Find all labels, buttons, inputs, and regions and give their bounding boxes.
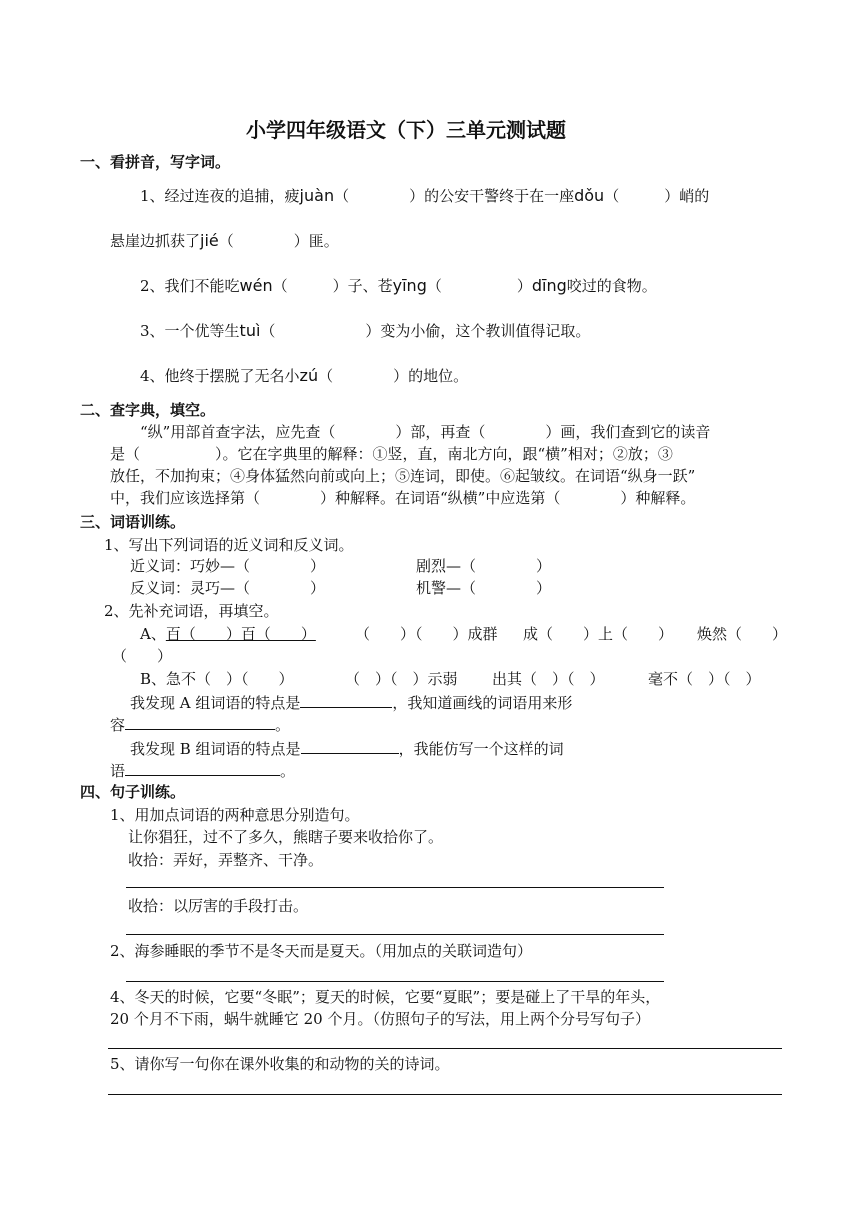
s2-line-2: 是（ ）。它在字典里的解释：①竖，直，南北方向，跟“横”相对；②放；③ (110, 445, 673, 463)
s3-find-a-line-1 (130, 691, 572, 713)
s1-q4-text-b: （ ）的地位。 (318, 367, 469, 385)
s4-q4-answer-line[interactable] (108, 1048, 782, 1049)
s3-group-b-3: 出其（ ）（ ） (492, 670, 605, 688)
s1-question-1-line-1 (140, 186, 709, 206)
s4-q1-answer-line-2[interactable] (126, 934, 664, 935)
s4-q1-answer-line-1[interactable] (126, 887, 664, 888)
s1-question-4 (140, 366, 468, 386)
s3-group-b-4: 毫不（ ）（ ） (648, 670, 761, 688)
s3-antonym-a: 反义词：灵巧—（ ） (130, 579, 326, 597)
s3-group-a-1 (140, 624, 316, 644)
s1-q3-text-a: 3、一个优等生 (140, 322, 240, 340)
s3-find-b-line-2 (110, 759, 295, 781)
s1-q4-pinyin-1: zú (299, 366, 319, 385)
s3-synonym-a: 近义词：巧妙—（ ） (130, 557, 326, 575)
s1-q1-pinyin-1: juàn (299, 186, 335, 205)
s1-q2-text-b: （ ）子、苍 (272, 277, 393, 295)
section-4-heading: 四、句子训练。 (80, 783, 186, 801)
s3-group-a-prefix: A、 (140, 625, 166, 643)
s1-q1-text-a: 1、经过连夜的追捕，疲 (140, 187, 300, 205)
s3-find-b-text-1: 我发现 B 组词语的特点是 (130, 740, 301, 758)
s3-question-2: 2、先补充词语，再填空。 (104, 602, 279, 620)
section-2-heading: 二、查字典，填空。 (80, 401, 216, 419)
s3-antonym-b: 机警—（ ） (416, 579, 552, 597)
section-1-heading: 一、看拼音，写字词。 (80, 153, 231, 171)
s2-line-3: 放任，不加拘束；④身体猛然向前或向上；⑤连词，即使。⑥起皱纹。在词语“纵身一跃” (110, 467, 696, 485)
s1-q1-pinyin-3: jié (200, 231, 219, 250)
s1-q1-text-d: 悬崖边抓获了 (110, 232, 201, 250)
s3-group-a-4: 焕然（ ） (697, 625, 788, 643)
s1-q2-pinyin-2: yīng (392, 276, 427, 295)
s1-q1-pinyin-2: dǒu (574, 186, 605, 205)
s3-group-a-wrap: （ ） (112, 647, 173, 665)
s1-q1-text-b: （ ）的公安干警终于在一座 (334, 187, 575, 205)
s3-group-a-underlined: 百（ ）百（ ） (165, 625, 316, 643)
s1-q2-pinyin-1: wén (239, 276, 273, 295)
s1-q2-text-a: 2、我们不能吃 (140, 277, 240, 295)
s4-q5-answer-line[interactable] (108, 1094, 782, 1095)
s1-question-2 (140, 276, 657, 296)
s3-find-a-text-3: 容 (110, 716, 126, 734)
s3-group-a-2: （ ）（ ）成群 (355, 625, 498, 643)
s1-question-1-line-2 (110, 231, 339, 251)
s3-group-b-2: （ ）（ ）示弱 (345, 670, 458, 688)
s3-group-a-3: 成（ ）上（ ） (523, 625, 674, 643)
s3-find-a-text-2: ，我知道画线的词语用来形 (392, 694, 573, 712)
s4-question-2: 2、海参睡眠的季节不是冬天而是夏天。（用加点的关联词造句） (110, 942, 533, 960)
s4-question-4-line-1: 4、冬天的时候，它要“冬眠”；夏天的时候，它要“夏眠”；要是碰上了干旱的年头， (110, 988, 661, 1006)
s3-find-a-text-1: 我发现 A 组词语的特点是 (130, 694, 301, 712)
page-title: 小学四年级语文（下）三单元测试题 (246, 118, 566, 142)
s1-q1-text-c: （ ）峭的 (604, 187, 710, 205)
s1-q2-text-c: （ ） (426, 277, 532, 295)
s4-question-5: 5、请你写一句你在课外收集的和动物的关的诗词。 (110, 1055, 450, 1073)
s3-find-a-blank-1[interactable] (300, 691, 392, 708)
s1-q3-pinyin-1: tuì (239, 321, 261, 340)
s3-find-b-text-3: 语 (110, 762, 126, 780)
s4-q1-sentence: 让你猖狂，过不了多久，熊瞎子要来收拾你了。 (128, 828, 444, 846)
s3-find-a-blank-2[interactable] (125, 713, 275, 730)
s3-find-b-end: 。 (280, 762, 296, 780)
s3-find-a-end: 。 (275, 716, 291, 734)
s3-find-a-line-2 (110, 713, 290, 735)
s1-q4-text-a: 4、他终于摆脱了无名小 (140, 367, 300, 385)
s1-q1-text-e: （ ）匪。 (218, 232, 339, 250)
s3-find-b-line-1 (130, 737, 564, 759)
section-3-heading: 三、词语训练。 (80, 513, 186, 531)
s2-line-4: 中，我们应该选择第（ ）种解释。在词语“纵横”中应选第（ ）种解释。 (110, 489, 696, 507)
s4-q2-answer-line[interactable] (126, 981, 664, 982)
s4-question-4-line-2: 20 个月不下雨，蜗牛就睡它 20 个月。（仿照句子的写法，用上两个分号写句子） (110, 1010, 650, 1028)
s3-find-b-text-2: ，我能仿写一个这样的词 (398, 740, 564, 758)
s4-question-1: 1、用加点词语的两种意思分别造句。 (110, 806, 360, 824)
s3-group-b-1: B、急不（ ）（ ） (140, 670, 294, 688)
s3-synonym-b: 剧烈—（ ） (416, 557, 552, 575)
s3-question-1: 1、写出下列词语的近义词和反义词。 (104, 536, 354, 554)
s2-line-1: “纵”用部首查字法，应先查（ ）部，再查（ ）画，我们查到它的读音 (140, 423, 711, 441)
s1-question-3 (140, 321, 590, 341)
s4-q1-meaning-2: 收拾：以厉害的手段打击。 (128, 897, 309, 915)
s1-q3-text-b: （ ）变为小偷，这个教训值得记取。 (260, 322, 591, 340)
s3-find-b-blank-2[interactable] (125, 759, 280, 776)
s1-q2-text-d: 咬过的食物。 (566, 277, 657, 295)
s3-find-b-blank-1[interactable] (301, 737, 399, 754)
s4-q1-meaning-1: 收拾：弄好，弄整齐、干净。 (128, 851, 324, 869)
s1-q2-pinyin-3: dīng (531, 276, 567, 295)
